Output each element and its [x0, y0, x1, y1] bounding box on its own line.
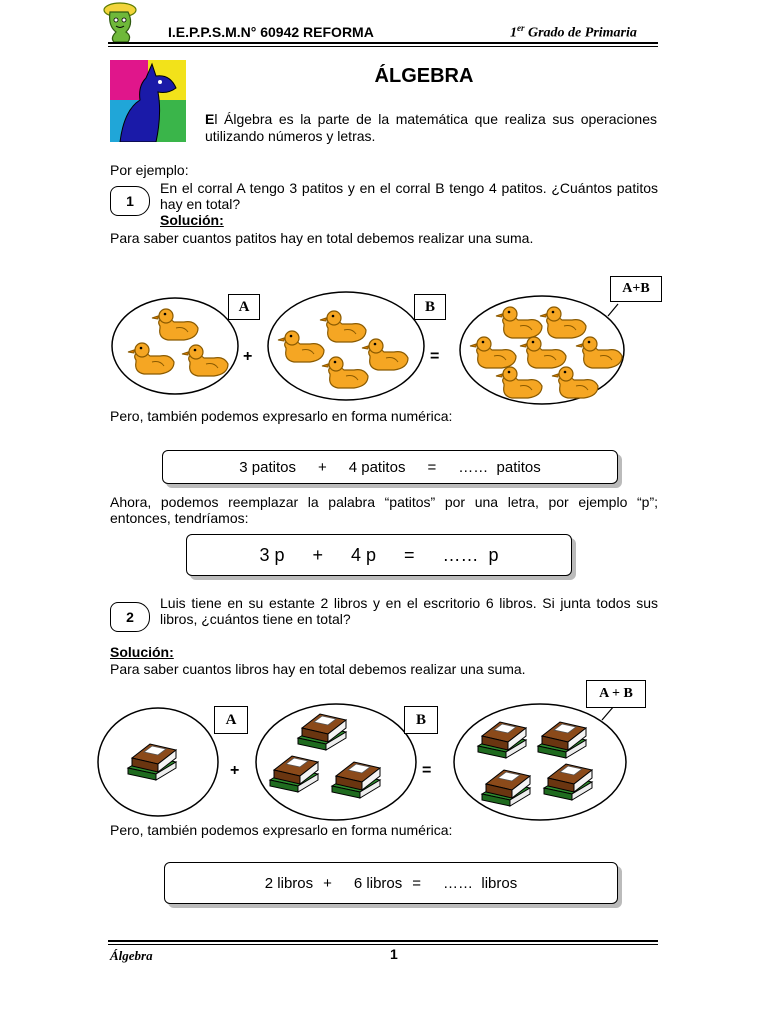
problem-1-solution-label: Solución:: [160, 212, 224, 228]
footer-rule-thin: [108, 944, 658, 945]
formula-op: +: [312, 544, 323, 565]
formula-term: 3 p: [259, 544, 285, 565]
formula-box-letter: [186, 534, 572, 576]
school-name: I.E.P.P.S.M.N° 60942 REFORMA: [168, 24, 374, 40]
formula-op: =: [412, 874, 422, 892]
formula-result: …… p: [442, 544, 499, 565]
grade-label: 1er Grado de Primaria: [510, 23, 637, 41]
label-b-books: B: [404, 706, 438, 734]
formula-op: =: [404, 544, 415, 565]
formula-box-1: [162, 450, 618, 484]
formula-op: +: [317, 458, 327, 476]
formula-term: 6 libros: [353, 874, 403, 892]
problem-2-text: Luis tiene en su estante 2 libros y en el escritorio 6 libros. Si junta todos sus libros, ¿cuántos tiene en total?: [160, 595, 658, 627]
numeric-intro-1: Pero, también podemos expresarlo en forma numérica:: [110, 408, 453, 424]
formula-term: 2 libros: [264, 874, 314, 892]
set-sum-ducks: [458, 294, 628, 406]
equals-sign-books: =: [422, 762, 432, 779]
formula-term: 4 p: [350, 544, 377, 565]
numeric-intro-2: Pero, también podemos expresarlo en forma numérica:: [110, 822, 453, 838]
equals-sign: =: [430, 348, 440, 365]
formula-term: 3 patitos: [239, 458, 296, 476]
set-b-books: [254, 700, 420, 822]
label-b: B: [414, 294, 446, 320]
footer-label: Álgebra: [110, 948, 153, 963]
formula-op: =: [427, 458, 437, 476]
plus-sign: +: [243, 348, 253, 365]
header-rule: [108, 42, 658, 44]
formula-result: …… libros: [443, 874, 518, 892]
intro-paragraph: El Álgebra es la parte de la matemática que realiza sus operaciones utilizando números y letras.: [205, 111, 657, 144]
problem-1-text: En el corral A tengo 3 patitos y en el corral B tengo 4 patitos. ¿Cuántos patitos hay en total?: [160, 180, 658, 212]
set-a-ducks: [110, 296, 240, 396]
set-a-books: [96, 706, 224, 818]
example-label: Por ejemplo:: [110, 162, 189, 178]
problem-2-number: 2: [110, 602, 150, 632]
problem-2-solution-label: Solución:: [110, 644, 174, 660]
label-a: A: [228, 294, 260, 320]
formula-term: 4 patitos: [348, 458, 406, 476]
set-sum-books: [452, 700, 630, 822]
plus-sign-books: +: [230, 762, 240, 779]
label-a-plus-b-books: A + B: [586, 680, 646, 708]
formula-op: +: [323, 874, 332, 892]
page-number: 1: [390, 946, 398, 962]
replace-text: Ahora, podemos reemplazar la palabra “patitos” por una letra, por ejemplo “p”; entonces, tendríamos:: [110, 494, 658, 526]
label-a-plus-b: A+B: [610, 276, 662, 302]
formula-box-2: [164, 862, 618, 904]
label-a-books: A: [214, 706, 248, 734]
footer-rule: [108, 940, 658, 942]
page-title: ÁLGEBRA: [374, 65, 474, 87]
set-b-ducks: [266, 290, 430, 402]
problem-1-explanation: Para saber cuantos patitos hay en total debemos realizar una suma.: [110, 230, 534, 246]
problem-1-number: 1: [110, 186, 150, 216]
formula-result: …… patitos: [458, 458, 541, 476]
problem-2-explanation: Para saber cuantos libros hay en total debemos realizar una suma.: [110, 661, 526, 677]
school-logo: [100, 0, 142, 44]
header-rule-thin: [108, 46, 658, 47]
